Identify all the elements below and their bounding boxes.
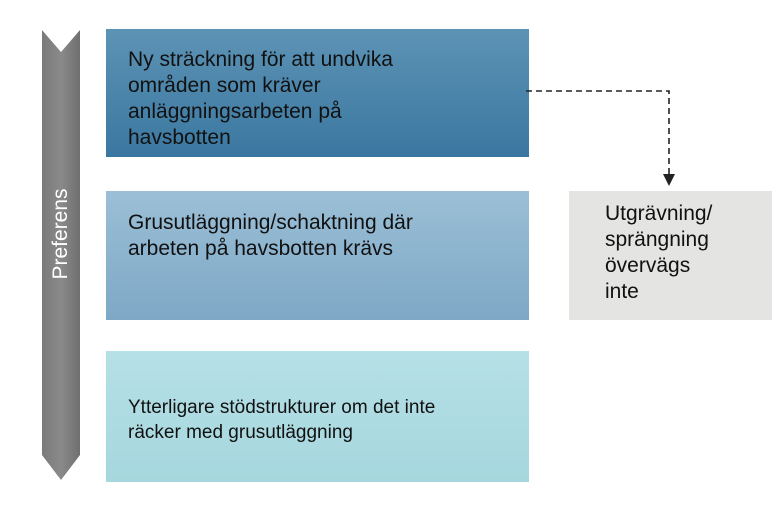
connector-arrowhead-icon bbox=[663, 174, 675, 186]
excavation-note bbox=[569, 191, 772, 320]
excavation-note-text: Utgrävning/ sprängning övervägs inte bbox=[605, 202, 713, 303]
option-new-route-text: Ny sträckning för att undvika områden som kräver anläggningsarbeten på havsbotten bbox=[128, 48, 393, 149]
option-gravel-dredging-text: Grusutläggning/schaktning där arbeten på havsbotten krävs bbox=[128, 211, 413, 260]
option-support-structures-text: Ytterligare stödstrukturer om det inte räcker med grusutläggning bbox=[128, 397, 436, 443]
option-support-structures bbox=[106, 351, 529, 482]
dashed-connector-line bbox=[526, 91, 669, 174]
option-gravel-dredging bbox=[106, 191, 529, 320]
preference-label: Preferens bbox=[49, 188, 72, 280]
option-new-route bbox=[106, 29, 529, 157]
